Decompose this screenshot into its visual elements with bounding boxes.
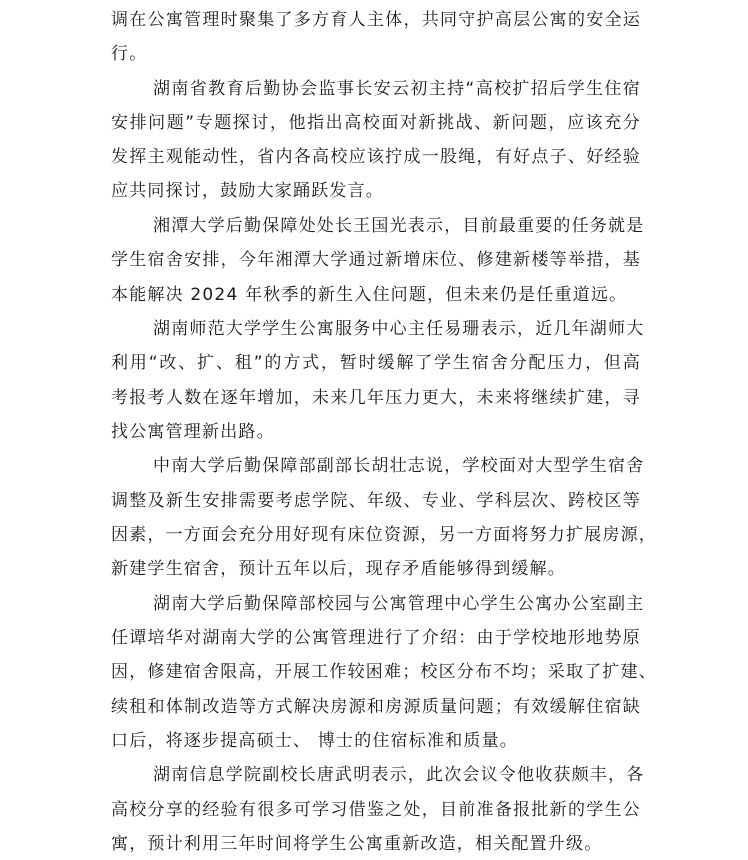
paragraph-line: 发挥主观能动性，省内各高校应该拧成一股绳，有好点子、好经验	[111, 147, 641, 167]
paragraph-line: 找公寓管理新出路。	[111, 422, 275, 442]
paragraph-line: 口后，将逐步提高硕士、 博士的住宿标准和质量。	[111, 731, 519, 751]
paragraph-line: 学生宿舍安排，今年湘潭大学通过新增床位、修建新楼等举措，基	[111, 250, 641, 270]
paragraph-line: 湘潭大学后勤保障处处长王国光表示，目前最重要的任务就是	[153, 216, 645, 236]
paragraph-line: 利用“改、扩、租”的方式，暂时缓解了学生宿舍分配压力，但高	[111, 353, 641, 373]
paragraph-line: 湖南师范大学学生公寓服务中心主任易珊表示，近几年湖师大	[153, 319, 645, 339]
paragraph-line: 湖南大学后勤保障部校园与公寓管理中心学生公寓办公室副主	[153, 594, 645, 614]
paragraph-line: 续租和体制改造等方式解决房源和房源质量问题；有效缓解住宿缺	[111, 697, 641, 717]
paragraph-line: 调整及新生安排需要考虑学院、年级、专业、学科层次、跨校区等	[111, 491, 641, 511]
paragraph-line: 任谭培华对湖南大学的公寓管理进行了介绍：由于学校地形地势原	[111, 628, 641, 648]
paragraph-line: 安排问题”专题探讨，他指出高校面对新挑战、新问题，应该充分	[111, 113, 641, 133]
paragraph-line: 因，修建宿舍限高，开展工作较困难；校区分布不均；采取了扩建、	[111, 662, 657, 682]
paragraph-line: 湖南省教育后勤协会监事长安云初主持“高校扩招后学生住宿	[153, 79, 641, 99]
paragraph-line: 考报考人数在逐年增加，未来几年压力更大，未来将继续扩建，寻	[111, 388, 641, 408]
paragraph-line: 调在公寓管理时聚集了多方育人主体，共同守护高层公寓的安全运	[111, 10, 641, 30]
paragraph-line: 本能解决 2024 年秋季的新生入住问题，但未来仍是任重道远。	[111, 285, 628, 305]
paragraph-line: 应共同探讨，鼓励大家踊跃发言。	[111, 181, 384, 201]
paragraph-line: 行。	[111, 44, 148, 64]
paragraph-line: 湖南信息学院副校长唐武明表示，此次会议令他收获颇丰，各	[153, 765, 645, 785]
paragraph-line: 寓，预计利用三年时间将学生公寓重新改造，相关配置升级。	[111, 834, 603, 854]
document-page	[111, 0, 657, 860]
paragraph-line: 中南大学后勤保障部副部长胡壮志说，学校面对大型学生宿舍	[153, 456, 645, 476]
paragraph-line: 因素，一方面会充分用好现有床位资源，另一方面将努力扩展房源，	[111, 525, 657, 545]
paragraph-line: 新建学生宿舍，预计五年以后，现存矛盾能够得到缓解。	[111, 559, 566, 579]
paragraph-line: 高校分享的经验有很多可学习借鉴之处，目前准备报批新的学生公	[111, 800, 641, 820]
